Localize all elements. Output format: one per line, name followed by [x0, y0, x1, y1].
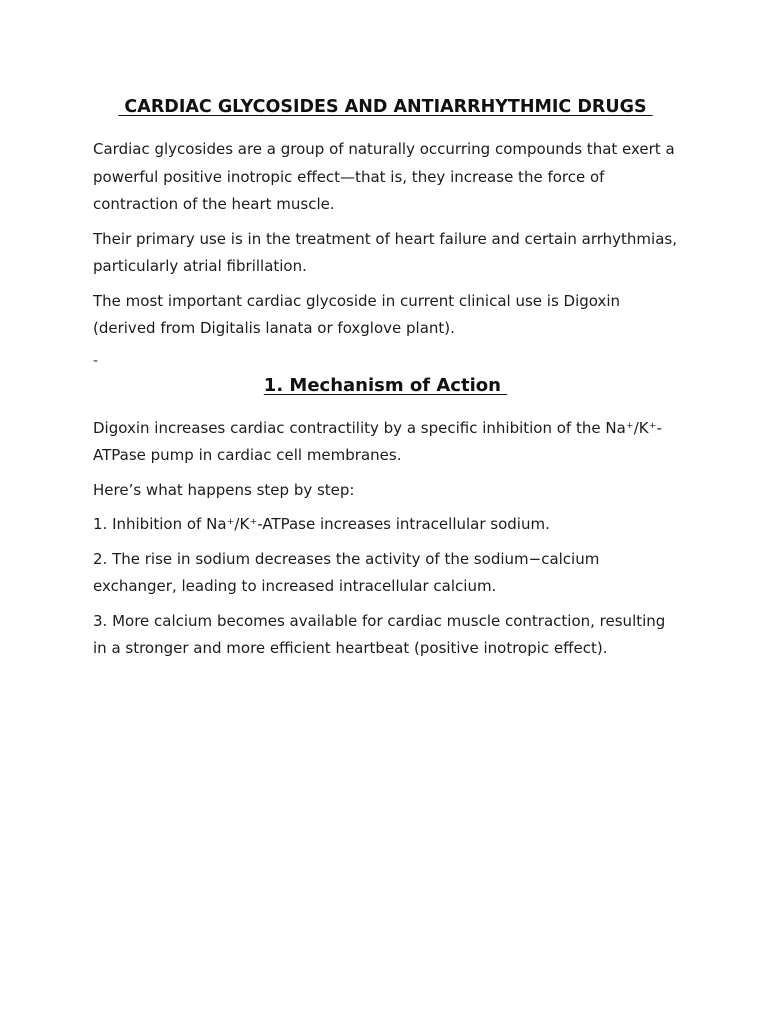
separator-dash: - — [93, 352, 99, 369]
intro-paragraph: The most important cardiac glycoside in current clinical use is Digoxin (derived from Digitalis lanata or foxglove plant). — [93, 291, 621, 337]
document-page — [93, 92, 678, 670]
section-heading: 1. Mechanism of Action — [263, 374, 508, 396]
intro-paragraph: Cardiac glycosides are a group of naturally occurring compounds that exert a powerful positive inotropic effect—that is, they increase the force of contraction of the heart muscle. — [93, 140, 675, 213]
step-item: 2. The rise in sodium decreases the activity of the sodium−calcium exchanger, leading to increased intracellular calcium. — [93, 549, 600, 595]
section-paragraph: Digoxin increases cardiac contractility by a specific inhibition of the Na⁺/K⁺-ATPase pump in cardiac cell membranes. — [93, 418, 662, 464]
document-title: CARDIAC GLYCOSIDES AND ANTIARRHYTHMIC DRUGS — [118, 97, 653, 117]
section-paragraph: Here’s what happens step by step: — [93, 480, 355, 499]
step-item: 1. Inhibition of Na⁺/K⁺-ATPase increases intracellular sodium. — [93, 515, 550, 533]
step-item: 3. More calcium becomes available for cardiac muscle contraction, resulting in a stronger and more efficient heartbeat (positive inotropic effect). — [93, 611, 666, 657]
intro-paragraph: Their primary use is in the treatment of heart failure and certain arrhythmias, particularly atrial fibrillation. — [93, 229, 677, 275]
